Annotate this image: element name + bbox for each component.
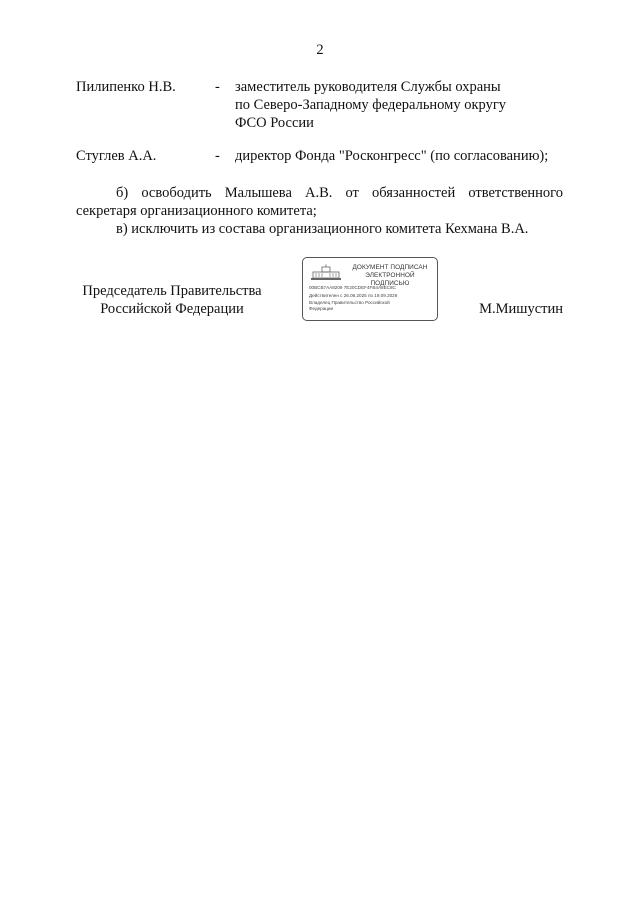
member-position-pilipenko-line-1: заместитель руководителя Службы охраны [235,79,501,95]
member-dash-stuglev: - [215,148,220,164]
page-number: 2 [316,42,324,58]
stamp-title-line-2: ЭЛЕКТРОННОЙ ПОДПИСЬЮ [365,272,415,287]
member-name-pilipenko: Пилипенко Н.В. [76,79,176,95]
paragraph-b-line-2: секретаря организационного комитета; [76,203,317,219]
stamp-owner-line-1: Владелец Правительство Российской [309,300,390,305]
member-name-stuglev: Стуглев А.А. [76,148,157,164]
stamp-certificate: 00BCB7AA8209 7E20CDEF4FB4A8EC8C [309,285,396,290]
stamp-title-line-1: ДОКУМЕНТ ПОДПИСАН [352,264,428,271]
electronic-signature-stamp [302,257,438,321]
member-position-stuglev-line-1: директор Фонда "Росконгресс" (по согласованию); [235,148,549,164]
member-position-pilipenko-line-2: по Северо-Западному федеральному округу [235,97,507,113]
signatory-title-line-2: Российской Федерации [100,301,244,317]
government-building-emblem-icon [309,264,343,282]
stamp-validity: Действителен с 26.06.2025 по 19.09.2026 [309,293,398,298]
signatory-title [76,282,268,318]
member-position-pilipenko-line-3: ФСО России [235,115,314,131]
signatory-title-line-1: Председатель Правительства [82,283,262,299]
paragraph-b-line-1: б) освободить Малышева А.В. от обязанностей ответственного [116,185,563,201]
signatory-name: М.Мишустин [479,301,563,317]
paragraph-c: в) исключить из состава организационного комитета Кехмана В.А. [116,221,529,237]
member-dash-pilipenko: - [215,79,220,95]
stamp-owner-line-2: Федерации [309,306,334,311]
